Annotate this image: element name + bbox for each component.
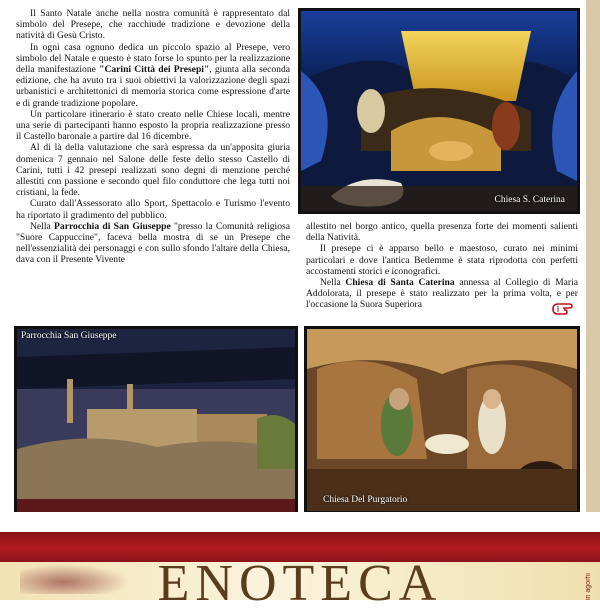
ad-divider xyxy=(0,512,600,532)
photo-chiesa-del-purgatorio xyxy=(304,326,580,514)
text-run: Nella xyxy=(320,277,346,289)
text-run: "presso la Comunità religiosa "Suore Cappuccine", faceva bella mostra di se un Presepe che nell'essenzialità dei personaggi e con sullo sfondo l'altare della Chiesa, dava con il Presente Vivente xyxy=(16,220,290,266)
article-paragraph xyxy=(16,198,290,220)
article-column-right xyxy=(306,221,578,321)
text-run: Curato dall'Assessorato allo Sport, Spettacolo e Turismo l'evento ha riportato il gradimento del pubblico. xyxy=(16,198,290,221)
ad-title: ENOTECA xyxy=(157,555,443,612)
bethlehem-presepe-image xyxy=(17,329,295,513)
text-run: allestito nel borgo antico, quella presenza forte dei momenti salienti della Natività. xyxy=(306,221,578,244)
enoteca-advertisement xyxy=(0,512,600,612)
photo-caption: Chiesa Del Purgatorio xyxy=(323,495,408,505)
article-paragraph xyxy=(306,243,578,277)
text-run: Il presepe ci è apparso bello e maestoso, curato nei minimi particolari e dove l'antica Betlemme è stata riprodotta con perfetti accostamenti storici e iconografici. xyxy=(306,243,578,277)
article-paragraph xyxy=(16,142,290,198)
text-run: Il Santo Natale anche nella nostra comunità è rappresentato dal simbolo del Presepe, che racchiude tradizione e devozione della natività di Gesù Cristo. xyxy=(16,8,290,42)
article-paragraph xyxy=(306,221,578,243)
article-paragraph xyxy=(16,8,290,42)
nativity-scene-image xyxy=(301,11,577,211)
article-paragraph xyxy=(16,42,290,109)
text-run: Al di là della valutazione che sarà espressa da un'apposita giuria domenica 7 gennaio nel Salone delle feste dello stesso Castello di Carini, tutti i 42 presepi realizzati sono degni di menzione perché allestiti con passione e secondo quel filo conduttore che lega tutti noi cristiani, la fede. xyxy=(16,142,290,199)
photo-caption: Parrocchia San Giuseppe xyxy=(21,331,117,341)
photo-chiesa-s-caterina xyxy=(298,8,580,214)
article-column-left xyxy=(16,8,290,314)
bold-phrase: Parrocchia di San Giuseppe xyxy=(54,220,171,232)
text-run: In ogni casa ognuno dedica un piccolo spazio al Presepe, vero simbolo del Natale e questo è stato forse lo spunto per la realizzazione della manifestazione xyxy=(16,41,290,76)
page-edge-strip xyxy=(586,0,600,512)
article-paragraph xyxy=(16,109,290,143)
text-run: Nella xyxy=(30,220,55,232)
wine-stain-decoration xyxy=(20,564,130,594)
text-run: annessa al Collegio di Maria Addolorata, il presepe è stato realizzato per la prima volta, e per l'occasione la Suora Superiora xyxy=(306,277,578,311)
text-run: , giunta alla seconda edizione, che ha avuto tra i suoi obiettivi la valorizzazione degli spazi urbanistici e architettonici di memoria storica come espressione d'arte e di grande tradizione popolare. xyxy=(16,64,290,109)
article-paragraph xyxy=(306,277,578,311)
article-paragraph xyxy=(16,221,290,266)
photo-parrocchia-san-giuseppe xyxy=(14,326,298,516)
bold-phrase: Chiesa di Santa Caterina xyxy=(345,277,455,289)
nativity-hut-image xyxy=(307,329,577,511)
bold-phrase: "Carini Città dei Presepi" xyxy=(99,64,210,76)
ad-vertical-text: in agorhi xyxy=(585,573,592,600)
pointing-hand-icon xyxy=(552,301,574,317)
text-run: Un particolare itinerario è stato creato nelle Chiese locali, mentre una serie di partecipanti hanno esposto la propria realizzazione presso il Castello baronale a partire dal 16 dicembre. xyxy=(16,108,290,143)
photo-caption: Chiesa S. Caterina xyxy=(494,195,565,205)
